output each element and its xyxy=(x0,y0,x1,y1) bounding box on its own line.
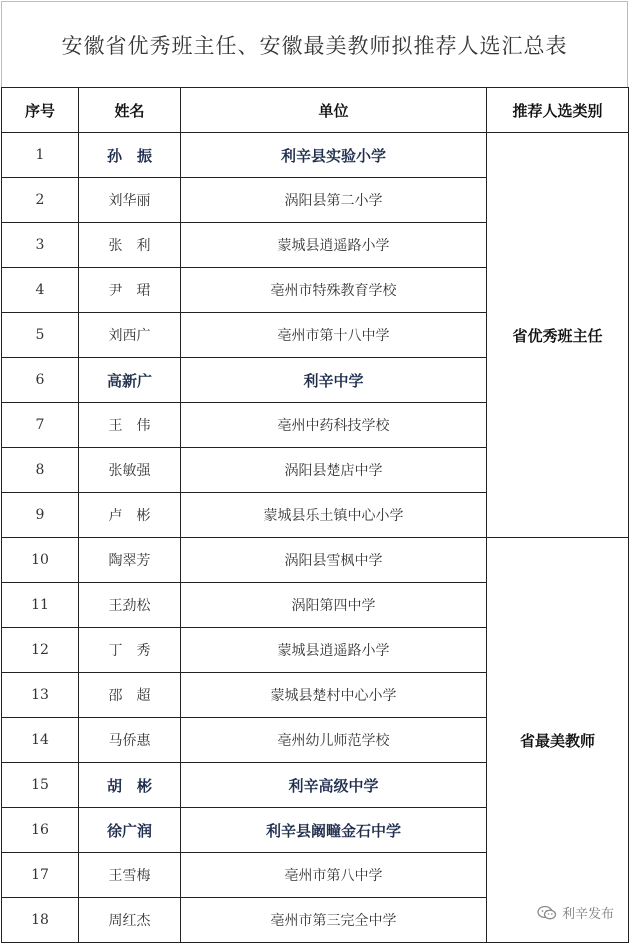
row-no: 4 xyxy=(2,268,79,313)
row-unit: 利辛中学 xyxy=(181,358,487,403)
row-name: 刘西广 xyxy=(79,313,181,358)
title-box xyxy=(1,1,628,87)
row-name: 王劲松 xyxy=(79,583,181,628)
row-no: 17 xyxy=(2,853,79,898)
row-no: 15 xyxy=(2,763,79,808)
row-no: 2 xyxy=(2,178,79,223)
row-name: 徐广润 xyxy=(79,808,181,853)
row-unit: 亳州中药科技学校 xyxy=(181,403,487,448)
row-name: 高新广 xyxy=(79,358,181,403)
table-header-row xyxy=(2,88,629,133)
wechat-icon xyxy=(537,905,557,921)
row-no: 8 xyxy=(2,448,79,493)
row-name: 尹 珺 xyxy=(79,268,181,313)
row-unit: 亳州市第十八中学 xyxy=(181,313,487,358)
row-unit: 涡阳第四中学 xyxy=(181,583,487,628)
row-no: 3 xyxy=(2,223,79,268)
row-unit: 利辛高级中学 xyxy=(181,763,487,808)
header-name: 姓名 xyxy=(79,88,181,133)
row-no: 13 xyxy=(2,673,79,718)
row-no: 16 xyxy=(2,808,79,853)
row-no: 18 xyxy=(2,898,79,943)
row-no: 14 xyxy=(2,718,79,763)
row-unit: 亳州市第八中学 xyxy=(181,853,487,898)
category-most-beautiful-teacher: 省最美教师 xyxy=(487,538,629,943)
row-name: 王雪梅 xyxy=(79,853,181,898)
row-name: 马侨惠 xyxy=(79,718,181,763)
row-name: 刘华丽 xyxy=(79,178,181,223)
row-name: 张敏强 xyxy=(79,448,181,493)
row-unit: 利辛县阚疃金石中学 xyxy=(181,808,487,853)
row-unit: 亳州市第三完全中学 xyxy=(181,898,487,943)
page-title: 安徽省优秀班主任、安徽最美教师拟推荐人选汇总表 xyxy=(61,33,568,58)
row-name: 孙 振 xyxy=(79,133,181,178)
table-row xyxy=(2,133,629,178)
header-no: 序号 xyxy=(2,88,79,133)
recommendation-table xyxy=(1,87,629,943)
table-row xyxy=(2,538,629,583)
row-unit: 涡阳县雪枫中学 xyxy=(181,538,487,583)
header-unit: 单位 xyxy=(181,88,487,133)
row-unit: 亳州市特殊教育学校 xyxy=(181,268,487,313)
row-no: 11 xyxy=(2,583,79,628)
row-name: 王 伟 xyxy=(79,403,181,448)
header-category: 推荐人选类别 xyxy=(487,88,629,133)
row-unit: 蒙城县楚村中心小学 xyxy=(181,673,487,718)
row-name: 丁 秀 xyxy=(79,628,181,673)
row-unit: 涡阳县第二小学 xyxy=(181,178,487,223)
row-no: 1 xyxy=(2,133,79,178)
row-unit: 利辛县实验小学 xyxy=(181,133,487,178)
row-no: 6 xyxy=(2,358,79,403)
watermark xyxy=(534,902,617,923)
row-unit: 蒙城县逍遥路小学 xyxy=(181,628,487,673)
row-no: 7 xyxy=(2,403,79,448)
row-name: 邵 超 xyxy=(79,673,181,718)
row-name: 周红杰 xyxy=(79,898,181,943)
row-name: 胡 彬 xyxy=(79,763,181,808)
row-no: 12 xyxy=(2,628,79,673)
row-no: 10 xyxy=(2,538,79,583)
category-excellent-head-teacher: 省优秀班主任 xyxy=(487,133,629,538)
row-name: 卢 彬 xyxy=(79,493,181,538)
row-unit: 亳州幼儿师范学校 xyxy=(181,718,487,763)
row-name: 张 利 xyxy=(79,223,181,268)
row-unit: 蒙城县逍遥路小学 xyxy=(181,223,487,268)
row-name: 陶翠芳 xyxy=(79,538,181,583)
row-unit: 蒙城县乐土镇中心小学 xyxy=(181,493,487,538)
row-no: 5 xyxy=(2,313,79,358)
watermark-text: 利辛发布 xyxy=(561,907,614,922)
row-unit: 涡阳县楚店中学 xyxy=(181,448,487,493)
row-no: 9 xyxy=(2,493,79,538)
